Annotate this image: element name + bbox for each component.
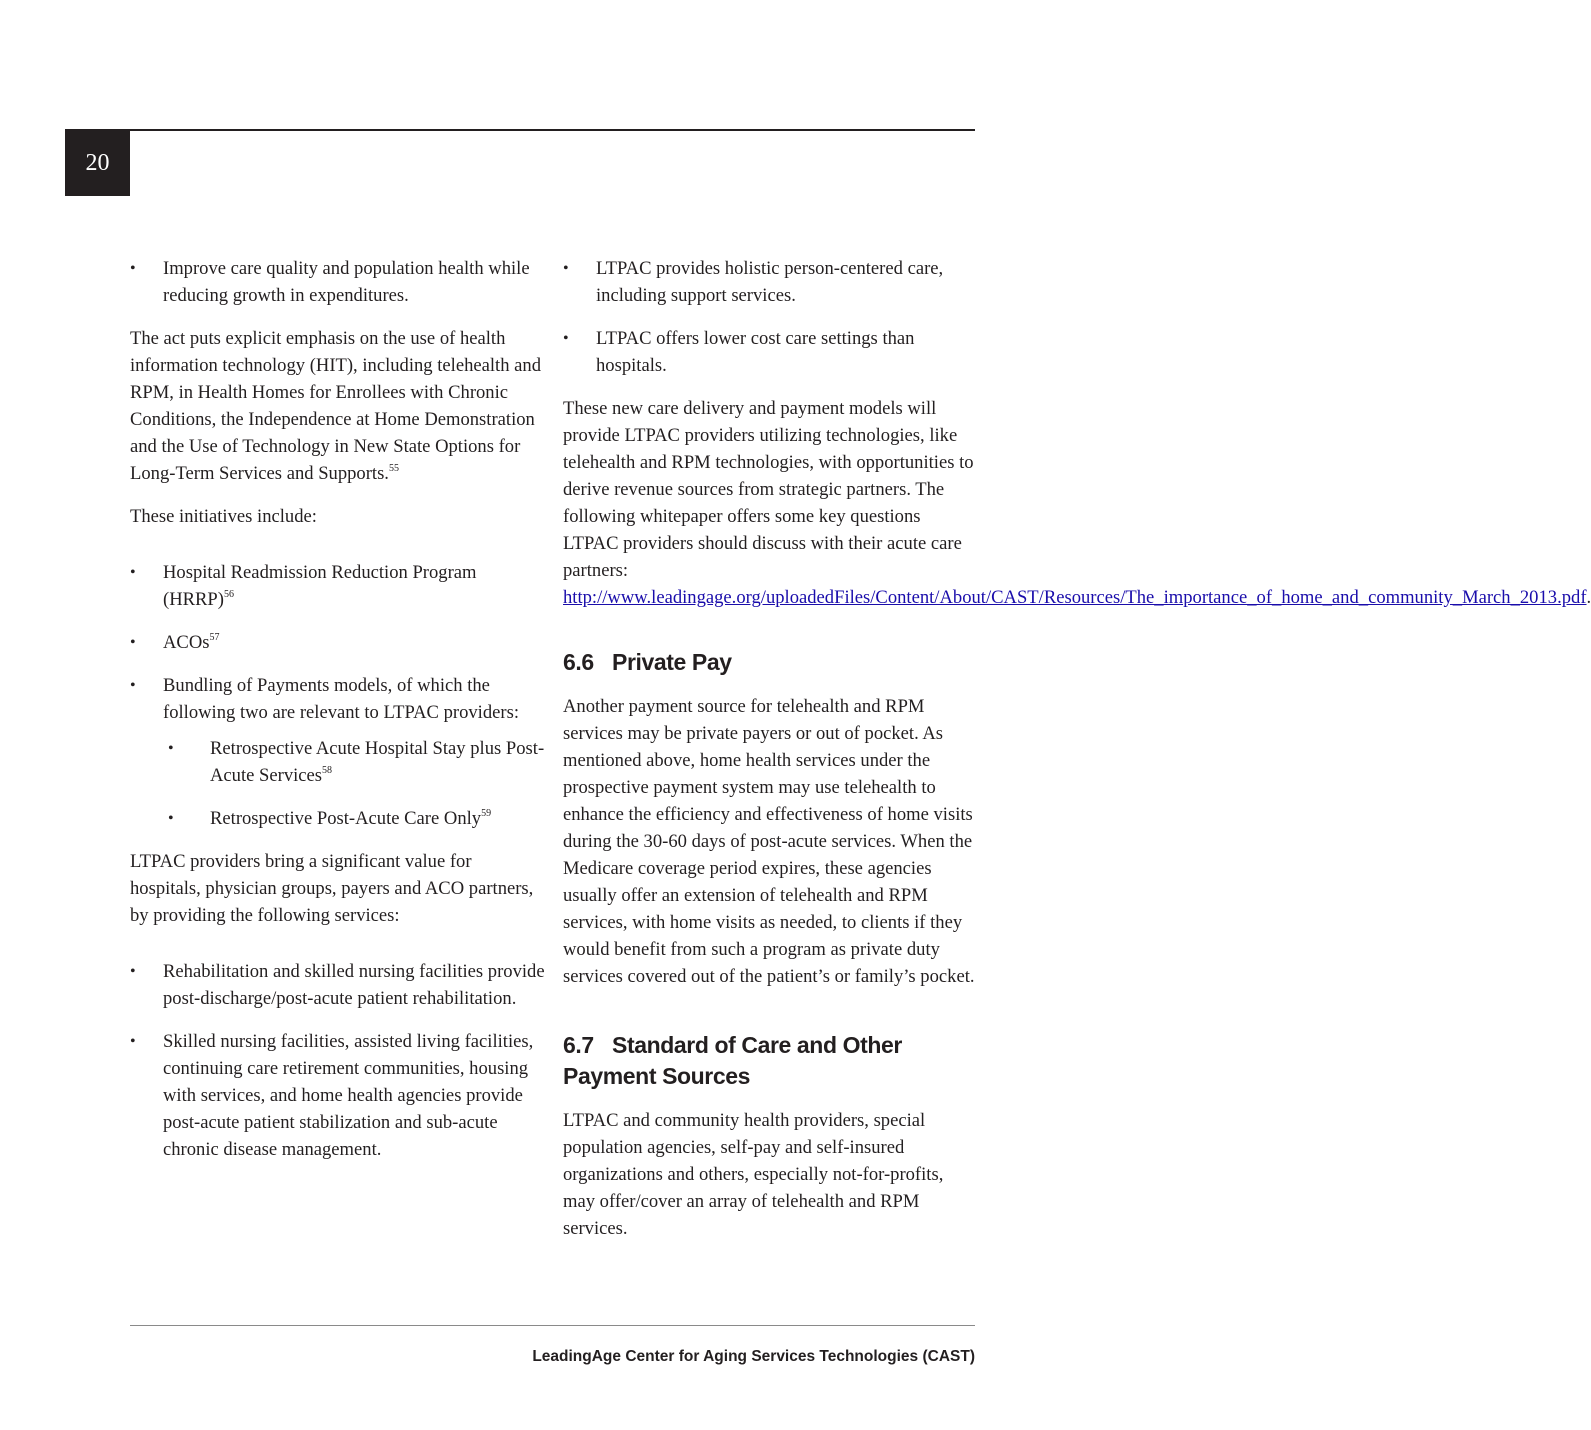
- list-item: • Bundling of Payments models, of which the following two are relevant to LTPAC providers: • Retrospective Acute Hospital Stay plus Post-Acute Services$^{58}$ • Retrospective Post-Acute Care Only$^{59}$: [130, 672, 545, 832]
- list-item: • ACOs$^{57}$: [130, 629, 545, 656]
- right-column: [563, 255, 1591, 1258]
- page-number: 20: [65, 130, 130, 196]
- list-item: • Retrospective Acute Hospital Stay plus Post-Acute Services$^{58}$: [163, 735, 545, 789]
- list-initiatives: [130, 559, 545, 832]
- header-rule: [65, 129, 975, 131]
- footer-text: LeadingAge Center for Aging Services Technologies (CAST): [532, 1348, 975, 1365]
- section-heading-standard-of-care: 6.7 Standard of Care and Other Payment Sources: [563, 1032, 902, 1089]
- footnote-ref[interactable]: 57: [209, 632, 220, 643]
- footnote-ref[interactable]: 59: [481, 808, 492, 819]
- left-column: [130, 255, 545, 1179]
- paragraph-standard-of-care: LTPAC and community health providers, special population agencies, self-pay and self-insured organizations and others, especially not-for-profits, may offer/cover an array of telehealth and RPM services.: [563, 1110, 944, 1239]
- list-goals: [130, 255, 545, 309]
- paragraph-ltpac-value: LTPAC providers bring a significant value for hospitals, physician groups, payers and ACO partners, by providing the following services:: [130, 851, 534, 926]
- paragraph-hit-emphasis: The act puts explicit emphasis on the use of health information technology (HIT), including telehealth and RPM, in Health Homes for Enrollees with Chronic Conditions, the Independence at Home Demonstration and the Use of Technology in New State Options for Long-Term Services and Supports.$^{55}$: [130, 328, 542, 484]
- paragraph-private-pay: Another payment source for telehealth and RPM services may be private payers or out of pocket. As mentioned above, home health services under the prospective payment system may use telehealth to enhance the efficiency and effectiveness of home visits during the 30-60 days of post-acute services. When the Medicare coverage period expires, these agencies usually offer an extension of telehealth and RPM services, with home visits as needed, to clients if they would benefit from such a program as private duty services covered out of the patient’s or family’s pocket.: [563, 696, 975, 987]
- list-item: • Retrospective Post-Acute Care Only$^{59}$: [163, 805, 545, 832]
- paragraph-initiatives-intro: These initiatives include:: [130, 506, 317, 527]
- section-heading-private-pay: 6.6 Private Pay: [563, 649, 732, 675]
- list-item: • LTPAC offers lower cost care settings than hospitals.: [563, 325, 978, 379]
- list-ltpac-benefits: [563, 255, 978, 379]
- footnote-ref[interactable]: 58: [322, 765, 333, 776]
- list-item: • Rehabilitation and skilled nursing facilities provide post-discharge/post-acute patient rehabilitation.: [130, 958, 545, 1012]
- list-item: • Hospital Readmission Reduction Program (HRRP)$^{56}$: [130, 559, 545, 613]
- list-item: • Skilled nursing facilities, assisted living facilities, continuing care retirement communities, housing with services, and home health agencies provide post-acute patient stabilization and sub-acute chronic disease management.: [130, 1028, 545, 1163]
- paragraph-payment-models: These new care delivery and payment models will provide LTPAC providers utilizing technologies, like telehealth and RPM technologies, with opportunities to derive revenue sources from strategic partners. The following whitepaper offers some key questions LTPAC providers should discuss with their acute care partners: http://www.leadingage.org/uploadedFiles/Content/About/CAST/Resources/The_importance_of_home_and_community_March_2013.pdf.: [563, 398, 1591, 608]
- footer-rule: [130, 1325, 975, 1326]
- list-item: • Improve care quality and population health while reducing growth in expenditures.: [130, 255, 545, 309]
- list-bundling-models: [163, 735, 545, 832]
- footnote-ref[interactable]: 56: [223, 589, 234, 600]
- whitepaper-link[interactable]: http://www.leadingage.org/uploadedFiles/Content/About/CAST/Resources/The_importance_of_home_and_community_March_2013.pdf: [563, 587, 1587, 608]
- list-services: [130, 958, 545, 1163]
- footnote-ref[interactable]: 55: [388, 463, 399, 474]
- list-item: • LTPAC provides holistic person-centered care, including support services.: [563, 255, 978, 309]
